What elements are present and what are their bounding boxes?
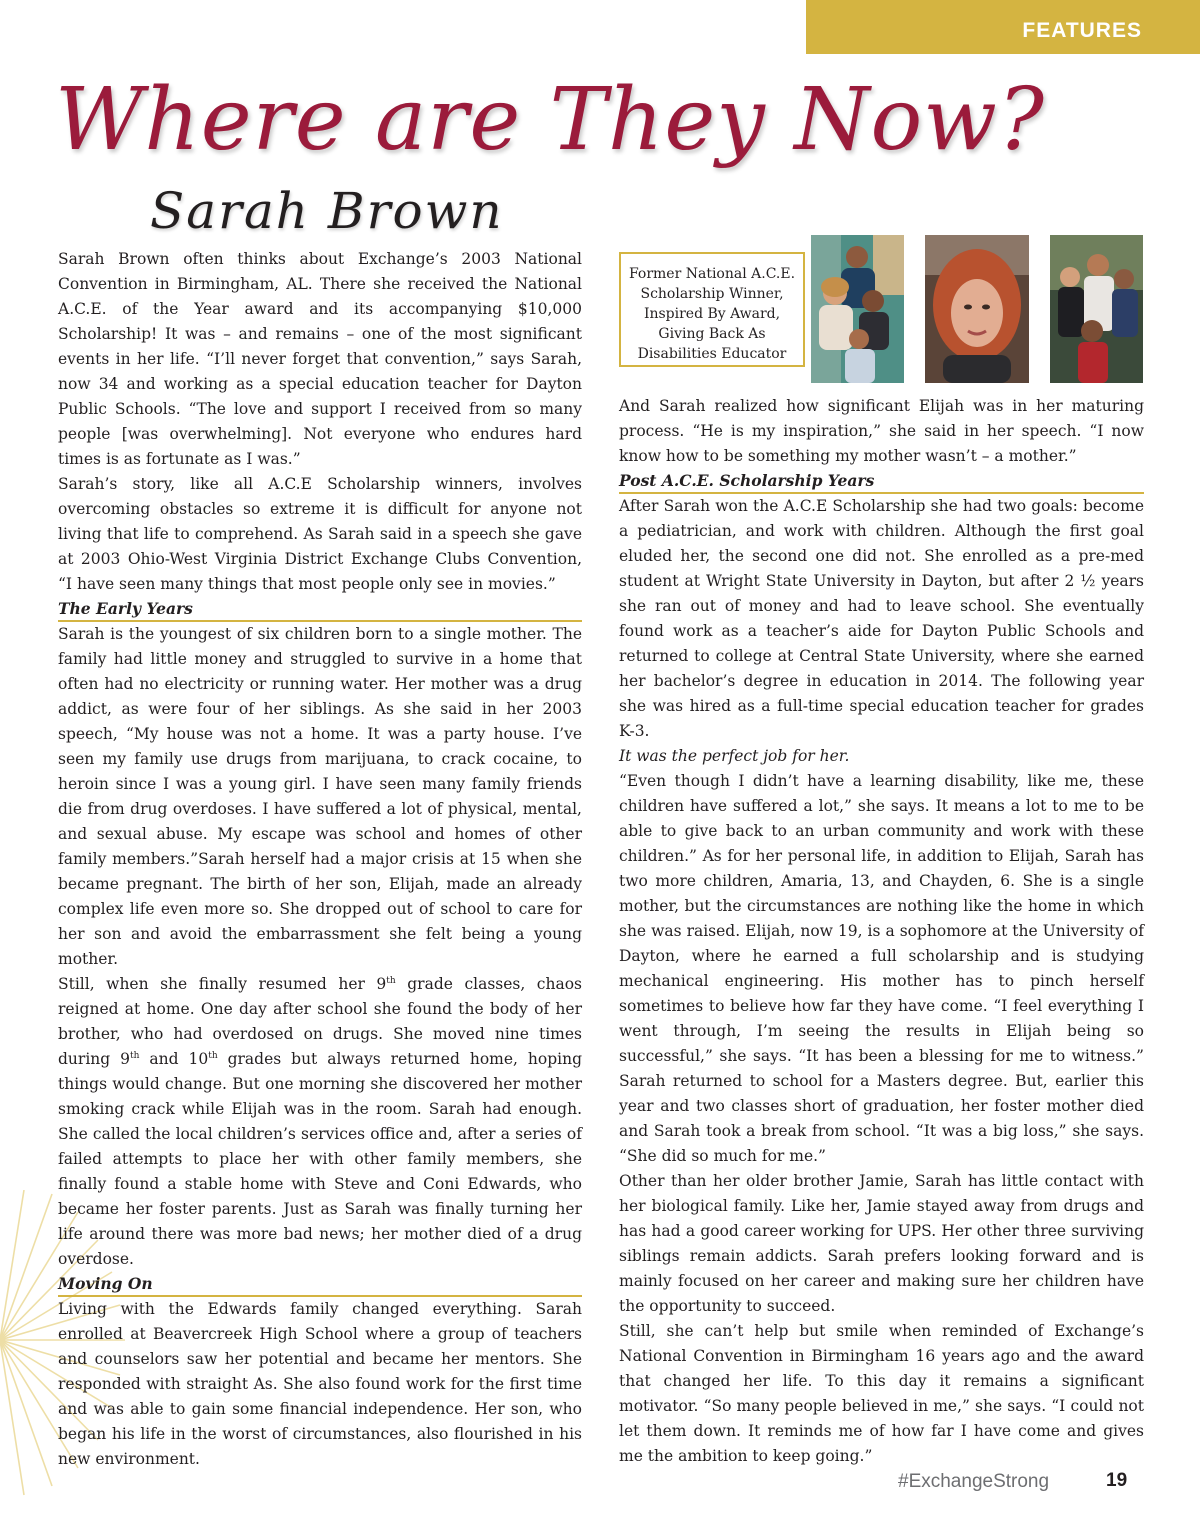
article-left-column (58, 247, 582, 1472)
footer-hashtag: #ExchangeStrong (898, 1471, 1050, 1492)
paragraph: Living with the Edwards family changed everything. Sarah enrolled at Beavercreek High School where a group of teachers and counselors saw her potential and became her mentors. She responded with straight As. She also found work for the first time and was able to gain some financial independence. Her son, who began his life in the worst of circumstances, also flourished in his new environment. (58, 1300, 582, 1468)
portrait-photo (925, 235, 1029, 383)
paragraph (58, 972, 582, 1272)
paragraph: Other than her older brother Jamie, Sarah has little contact with her biological family. Like her, Jamie stayed away from drugs and has had a good career working for UPS. Her other three surviving siblings remain addicts. Sarah prefers looking forward and is mainly focused on her career and making sure her children have the opportunity to succeed. (619, 1172, 1144, 1315)
paragraph: Sarah is the youngest of six children born to a single mother. The family had little money and struggled to survive in a home that often had no electricity or running water. Her mother was a drug addict, as were four of her siblings. As she said in her 2003 speech, “My house was not a home. It was a party house. I’ve seen my family use drugs from marijuana, to crack cocaine, to heroin since I was a young girl. I have seen many family friends die from drug overdoses. I have suffered a lot of physical, mental, and sexual abuse. My escape was school and homes of other family members.”Sarah herself had a major crisis at 15 when she became pregnant. The birth of her son, Elijah, made an already complex life even more so. She dropped out of school to care for her son and avoid the embarrassment she felt being a young mother. (58, 625, 582, 968)
section-tab: FEATURES (806, 0, 1200, 54)
text-span: Still, when she finally resumed her 9 (58, 975, 387, 993)
paragraph: Still, she can’t help but smile when reminded of Exchange’s National Convention in Birmingham 16 years ago and the award that changed her life. To this day it remains a significant motivator. “So many people believed in me,” she says. “I could not let them down. It reminds me of how far I have come and gives me the ambition to keep going.” (619, 1322, 1144, 1465)
section-heading-post-ace: Post A.C.E. Scholarship Years (619, 469, 1144, 494)
text-span: grade classes, chaos reigned at home. One day after school she found the body of her brother, who had overdosed on drugs. She moved nine times during 9 (58, 975, 582, 1068)
family-photo (811, 235, 904, 383)
section-heading-moving-on: Moving On (58, 1272, 582, 1297)
caption-line: Scholarship Winner, (640, 286, 784, 302)
article-right-column (619, 394, 1144, 1469)
caption-line: Former National A.C.E. (628, 266, 796, 282)
superscript: th (386, 975, 396, 986)
group-photo (1050, 235, 1143, 383)
paragraph: Sarah’s story, like all A.C.E Scholarship winners, involves overcoming obstacles so extreme it is difficult for anyone not living that life to comprehend. As Sarah said in a speech she gave at 2003 Ohio-West Virginia District Exchange Clubs Convention, “I have seen many things that most people only see in movies.” (58, 475, 582, 593)
text-span: grades but always returned home, hoping things would change. But one morning she discovered her mother smoking crack while Elijah was in the room. Sarah had enough. She called the local children’s services office and, after a series of failed attempts to place her with other family members, she finally found a stable home with Steve and Coni Edwards, who became her foster parents. Just as Sarah was finally turning her life around there was more bad news; her mother died of a drug overdose. (58, 1050, 582, 1268)
paragraph: “Even though I didn’t have a learning disability, like me, these children have suffered a lot,” she says. It means a lot to me to be able to give back to an urban community and work with these children.” As for her personal life, in addition to Elijah, Sarah has two more children, Amaria, 13, and Chayden, 6. She is a single mother, but the circumstances are nothing like the home in which she was raised. Elijah, now 19, is a sophomore at the University of Dayton, where he earned a full scholarship and is studying mechanical engineering. His mother has to pinch herself sometimes to believe how far they have come. “I feel everything I went through, I’m seeing the results in Elijah being so successful,” she says. “It has been a blessing for me to witness.” Sarah returned to school for a Masters degree. But, earlier this year and two classes short of graduation, her foster mother died and Sarah took a break from school. “It was a big loss,” she says. “She did so much for me.” (619, 772, 1144, 1165)
page-title: Where are They Now? (55, 70, 1045, 170)
paragraph: Sarah Brown often thinks about Exchange’s 2003 National Convention in Birmingham, AL. There she received the National A.C.E. of the Year award and its accompanying $10,000 Scholarship! It was – and remains – one of the most significant events in her life. “I’ll never forget that convention,” says Sarah, now 34 and working as a special education teacher for Dayton Public Schools. “The love and support I received from so many people [was overwhelming]. Not everyone who endures hard times is as fortunate as I was.” (58, 250, 582, 468)
superscript: th (130, 1050, 140, 1061)
paragraph: After Sarah won the A.C.E Scholarship she had two goals: become a pediatrician, and work with children. Although the first goal eluded her, the second one did not. She enrolled as a pre-med student at Wright State University in Dayton, but after 2 ½ years she ran out of money and had to leave school. She eventually found work as a teacher’s aide for Dayton Public Schools and returned to college at Central State University, where she earned her bachelor’s degree in education in 2014. The following year she was hired as a full-time special education teacher for grades K-3. (619, 497, 1144, 740)
page-number: 19 (1106, 1470, 1128, 1491)
section-heading-early-years: The Early Years (58, 597, 582, 622)
article-subtitle: Sarah Brown (150, 182, 504, 240)
superscript: th (208, 1050, 218, 1061)
caption-line: Giving Back As (658, 326, 766, 342)
italic-line: It was the perfect job for her. (619, 747, 850, 765)
caption-line: Inspired By Award, (643, 306, 781, 322)
text-span: and 10 (139, 1050, 209, 1068)
paragraph: And Sarah realized how significant Elijah was in her maturing process. “He is my inspiration,” she said in her speech. “I now know how to be something my mother wasn’t – a mother.” (619, 397, 1144, 465)
caption-line: Disabilities Educator (637, 346, 787, 362)
photo-caption (619, 252, 805, 367)
